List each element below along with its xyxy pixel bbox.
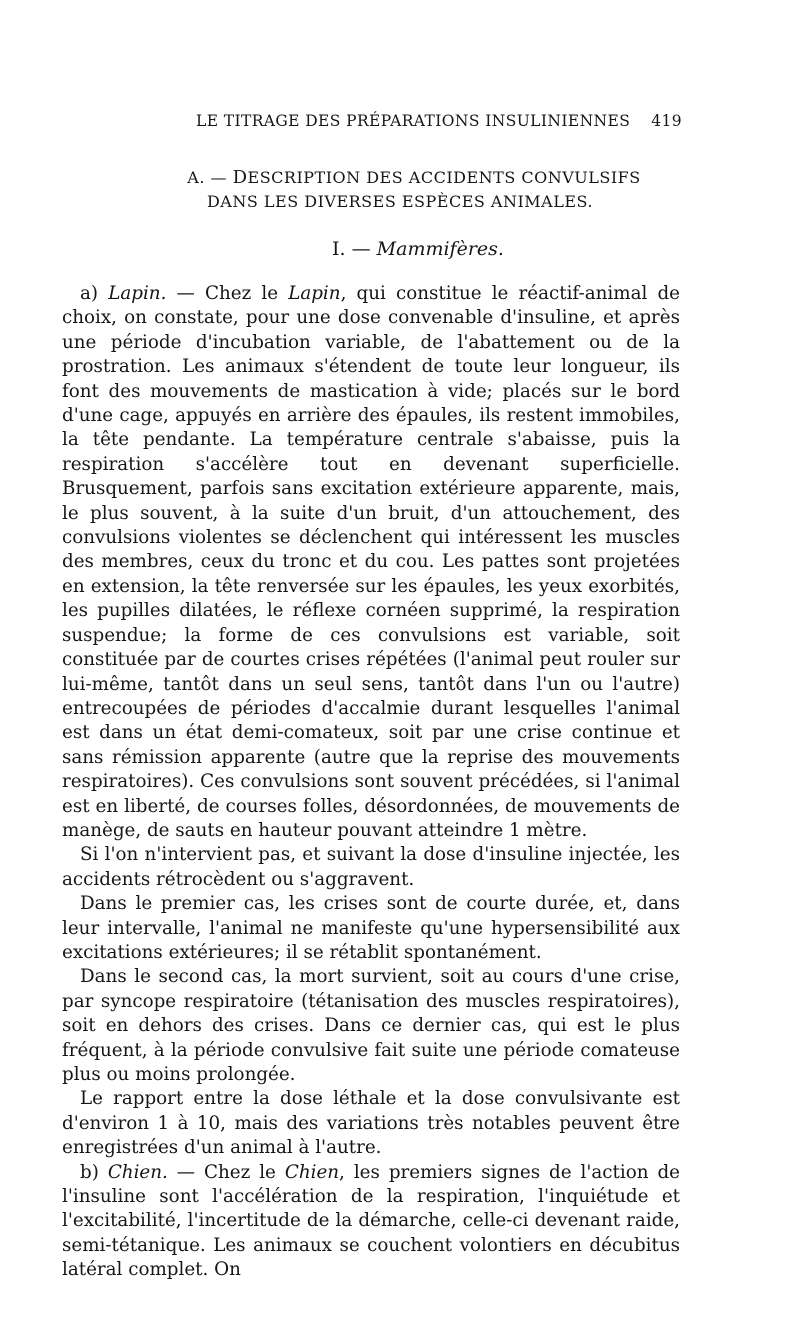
subsection-heading: I. — Mammifères. — [332, 238, 504, 260]
body-text — [62, 282, 680, 1283]
paragraph: Dans le second cas, la mort survient, soit au cours d'une crise, par syncope respiratoire (tétanisation des muscles respiratoires), soit en dehors des crises. Dans ce dernier cas, qui est le plus fréquent, à la période convulsive fait suite une période comateuse plus ou moins prolongée. — [62, 966, 680, 1085]
paragraph: Dans le premier cas, les crises sont de courte durée, et, dans leur intervalle, l'animal ne manifeste qu'une hypersensibilité aux excitations extérieures; il se rétablit spontanément. — [62, 893, 680, 963]
section-heading-line-2: DANS LES DIVERSES ESPÈCES ANIMALES. — [206, 192, 594, 211]
section-heading — [0, 166, 800, 214]
paragraph-lapin: a) Lapin. — Chez le Lapin, qui constitue le réactif-animal de choix, on constate, pour une dose convenable d'insuline, et après une période d'incubation variable, de l'abattement ou de la prostration. Les animaux s'étendent de toute leur longueur, ils font des mouvements de mastication à vide; placés sur le bord d'une cage, appuyés en arrière des épaules, ils restent immobiles, la tête pendante. La température centrale s'abaisse, puis la respiration s'accélère tout en devenant superficielle. Brusquement, parfois sans excitation extérieure apparente, mais, le plus souvent, à la suite d'un bruit, d'un attouchement, des convulsions violentes se déclenchent qui intéressent les muscles des membres, ceux du tronc et du cou. Les pattes sont projetées en extension, la tête renversée sur les épaules, les yeux exorbités, les pupilles dilatées, le réflexe cornéen supprimé, la respiration suspendue; la forme de ces convulsions est variable, soit constituée par de courtes crises répétées (l'animal peut rouler sur lui-même, tantôt dans un seul sens, tantôt dans l'un ou l'autre) entrecoupées de périodes d'accalmie durant lesquelles l'animal est dans un état demi-comateux, soit par une crise continue et sans rémission apparente (autre que la reprise des mouvements respiratoires). Ces convulsions sont souvent précédées, si l'animal est en liberté, de courses folles, désordonnées, de mouvements de manège, de sauts en hauteur pouvant atteindre 1 mètre. — [62, 283, 680, 841]
running-title: LE TITRAGE DES PRÉPARATIONS INSULINIENNES — [196, 112, 631, 130]
paragraph: Si l'on n'intervient pas, et suivant la dose d'insuline injectée, les accidents rétrocèdent ou s'aggravent. — [62, 844, 680, 890]
paragraph-chien: b) Chien. — Chez le Chien, les premiers signes de l'action de l'insuline sont l'accélération de la respiration, l'inquiétude et l'excitabilité, l'incertitude de la démarche, celle-ci devenant raide, semi-tétanique. Les animaux se couchent volontiers en décubitus latéral complet. On — [62, 1161, 680, 1281]
section-heading-line-1: A. — DESCRIPTION DES ACCIDENTS CONVULSIFS — [187, 167, 641, 188]
page-number: 419 — [651, 112, 682, 130]
paragraph: Le rapport entre la dose léthale et la dose convulsivante est d'environ 1 à 10, mais des variations très notables peuvent être enregistrées d'un animal à l'autre. — [62, 1088, 680, 1159]
